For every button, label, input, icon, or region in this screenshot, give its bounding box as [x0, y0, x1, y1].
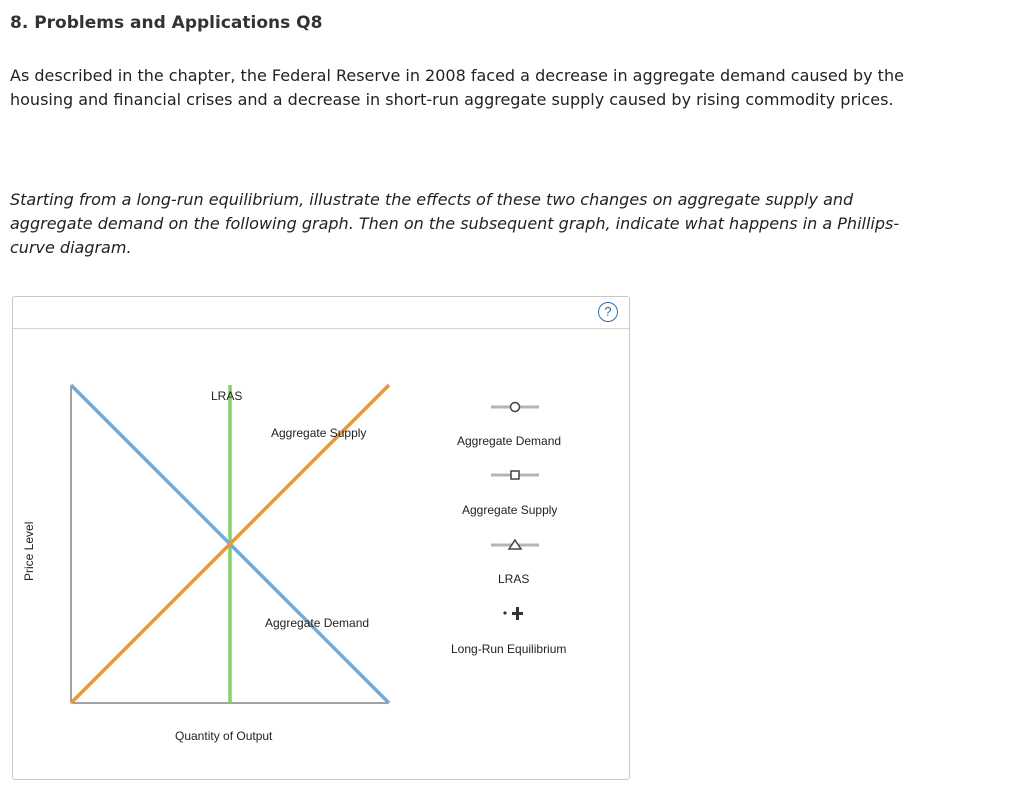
aggregate-supply-curve-label: Aggregate Supply	[271, 426, 367, 440]
lras-curve-label: LRAS	[211, 389, 243, 403]
graph-panel	[12, 296, 630, 780]
legend-item-lras[interactable]	[491, 540, 539, 586]
question-instructions: Starting from a long-run equilibrium, illustrate the effects of these two changes on aggregate supply and aggregate demand on the following graph. Then on the subsequent graph, indicate what happens in a Phillips-curve diagram.	[10, 190, 900, 257]
x-axis-label: Quantity of Output	[175, 729, 273, 743]
legend-label-long-run-equilibrium: Long-Run Equilibrium	[451, 642, 567, 656]
plus-marker-icon[interactable]	[503, 607, 523, 620]
legend-item-long-run-equilibrium[interactable]	[451, 607, 566, 656]
graph-canvas[interactable]	[13, 297, 629, 779]
aggregate-demand-curve-label: Aggregate Demand	[265, 616, 370, 630]
legend-label-aggregate-supply: Aggregate Supply	[462, 503, 558, 517]
question-body: As described in the chapter, the Federal Reserve in 2008 faced a decrease in aggregate demand caused by the housing and financial crises and a decrease in short-run aggregate supply caused by rising commodity prices.	[10, 66, 904, 109]
question-title: 8. Problems and Applications Q8	[10, 13, 323, 33]
circle-marker-icon[interactable]	[511, 403, 520, 412]
y-axis-label: Price Level	[22, 521, 36, 581]
legend-item-aggregate-supply[interactable]	[462, 471, 557, 517]
square-marker-icon[interactable]	[511, 471, 519, 479]
help-icon[interactable]: ?	[598, 302, 618, 322]
legend-label-lras: LRAS	[498, 572, 530, 586]
legend-item-aggregate-demand[interactable]	[457, 403, 561, 449]
legend-label-aggregate-demand: Aggregate Demand	[457, 434, 562, 448]
